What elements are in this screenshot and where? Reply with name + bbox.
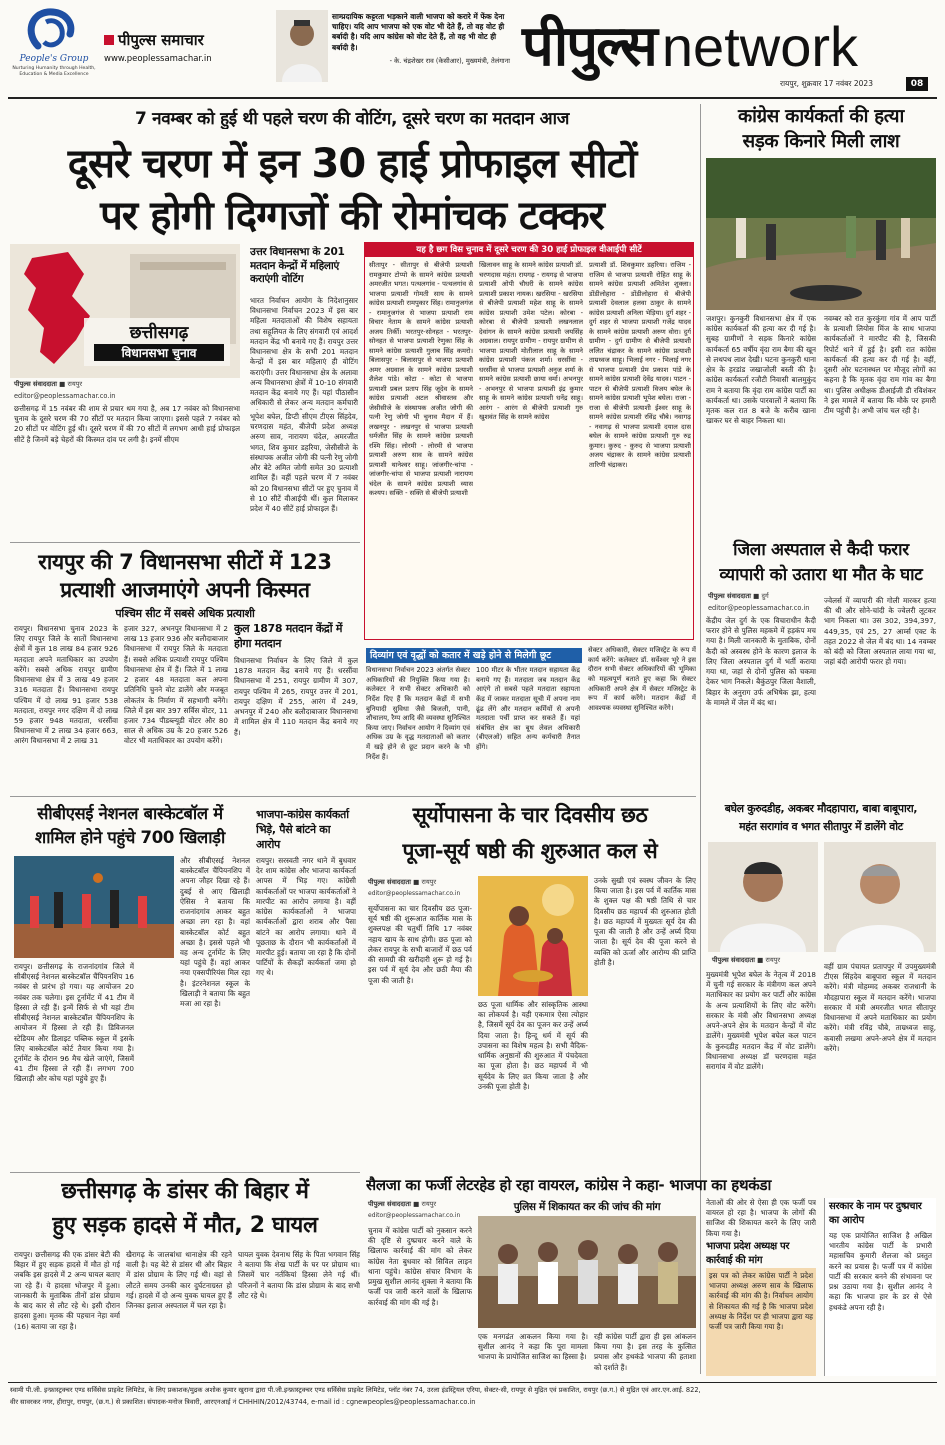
seats-byline-city: रायपुर	[765, 956, 781, 964]
clash-body: रायपुर। सरस्वती नगर थाने में बुधवार देर शाम कांग्रेस और भाजपा कार्यकर्ता आपस में भिड़ गए। कांग्रेसी कार्यकर्ताओं पर भाजपा कार्यकर्ताओं ने मारपीट का आरोप लगाया है। वहीं कांग्रेस कार्यकर्ताओं ने भाजपा कार्यकर्ताओं द्वारा शराब और पैसा बांटने का आरोप लगाया। थाने में पूछताछ के दौरान भी कार्यकर्ताओं में मारपीट हुई। बताया जा रहा है कि दोनों पार्टियों के सैकड़ों कार्यकर्ता जमा हो गए थे।	[256, 856, 356, 978]
lead-byline-city: रायपुर	[67, 380, 83, 388]
hospital-byline-city: दुर्ग	[761, 592, 769, 600]
cg-map-graphic	[10, 244, 240, 378]
dancer-headline-line1: छत्तीसगढ़ के डांसर की बिहार में	[61, 1179, 309, 1204]
letterhead-byline-name: पीपुल्स संवाददाता	[368, 1200, 412, 1208]
vip-col-1: सीतापुर - सीतापुर से बीजेपी प्रत्याशी रामकुमार टोप्पो के सामने कांग्रेस प्रत्याशी अमरजीत भगत। पत्थलगांव - पत्थलगांव से भाजपा प्रत्याशी गोमती साय के सामने कांग्रेस प्रत्याशी रामपुकार सिंह। रामानुजगंज - रामानुजगंज से भाजपा प्रत्याशी राम विचार नेताम के सामने कांग्रेस प्रत्याशी अजय तिर्की। भरतपुर-सोनहत - भरतपुर-सोनहत से भाजपा प्रत्याशी रेणुका सिंह के सामने कांग्रेस प्रत्याशी गुलाब सिंह कमरो। बिलासपुर - बिलासपुर से भाजपा प्रत्याशी अमर अग्रवाल के सामने कांग्रेस प्रत्याशी शैलेश पांडे। कोटा - कोटा से भाजपा प्रत्याशी प्रबल प्रताप सिंह जूदेव के सामने कांग्रेस प्रत्याशी अटल श्रीवास्तव और जेसीसीजे के संस्थापक अजीत जोगी की पत्नी रेणु जोगी भी चुनाव मैदान में हैं। लखनपुर - लखनपुर से भाजपा प्रत्याशी धर्मजीत सिंह के सामने कांग्रेस प्रत्याशी रश्मि सिंह। लोरमी - लोरमी से भाजपा प्रत्याशी अरुण साव के सामने कांग्रेस प्रत्याशी थानेश्वर साहू। जांजगीर-चांपा - जांजगीर-चांपा से भाजपा प्रत्याशी नारायण चंदेल के सामने कांग्रेस प्रत्याशी व्यास कश्यप। सक्ति - सक्ति से बीजेपी प्रत्याशी	[369, 261, 473, 498]
murder-headline-line2: सड़क किनारे मिली लाश	[742, 131, 900, 152]
divyang-body-1: विधानसभा निर्वाचन 2023 अंतर्गत सेक्टर अधिकारियों की नियुक्ति किया गया है। कलेक्टर ने सभी सेक्टर अधिकारी को निर्देश दिए हैं कि मतदान केंद्रों में सभी बुनियादी सुविधा जैसे बिजली, पानी, शौचालय, रैम्प आदि की व्यवस्था सुनिश्चित किया जाए। निर्वाचन आयोग ने दिव्यांग एवं अधिक उम्र के वृद्ध मतदाताओं को कतार में खड़े होने से छूट प्रदान करने के भी निर्देश हैं।	[366, 666, 470, 761]
raipur-box-headline: कुल 1878 मतदान केंद्रों में होगा मतदान	[234, 622, 343, 650]
dancer-top-rule	[10, 1172, 360, 1173]
bjp-case-body: इस पत्र को लेकर कांग्रेस पार्टी ने प्रदेश भाजपा अध्यक्ष अरुण साव के खिलाफ कार्रवाई की मांग की है। निर्वाचन आयोग से शिकायत की गई है कि भाजपा प्रदेश अध्यक्ष के निर्देश पर ही भाजपा द्वारा यह फर्जी पत्र जारी किया गया है।	[709, 1271, 813, 1332]
seats-body-right: वहीं ग्राम पंचायत प्रतापपुर में उपमुख्यमंत्री टीएस सिंहदेव बाबूपारा स्कूल में मतदान करेंगे। मंत्री मोहम्मद अकबर राजधानी के मौदहापारा स्कूल में मतदान करेंगे। भाजपा सरकार में मंत्री अमरजीत भगत सीतापुर विधानसभा में अपने मताधिकार का प्रयोग करेंगे। मंत्री रविंद्र चौबे, ताम्रध्वज साहू, कवासी लखमा अपने-अपने क्षेत्र में मतदान करेंगे।	[824, 962, 936, 1053]
paper-logo	[104, 30, 264, 70]
chhath-headline-line2: पूजा-सूर्य षष्ठी की शुरुआत कल से	[402, 839, 658, 863]
brand-logo	[522, 8, 937, 78]
quote-author: - के. चंद्रशेखर राव (केसीआर), मुख्यमंत्री, तेलंगाना	[389, 56, 510, 65]
chhath-photo	[478, 876, 588, 996]
divyang-headline: दिव्यांग एवं वृद्धों को कतार में खड़े होने से मिलेगी छूट	[366, 648, 582, 663]
hospital-body-left: केंद्रीय जेल दुर्ग के एक विचाराधीन कैदी फरार होने से पुलिस महकमे में हड़कंप मच गया है। मिली जानकारी के मुताबिक, दोनों कैदी को अस्वस्थ होने के कारण इलाज के लिए जिला अस्पताल दुर्ग में भर्ती कराया गया था, जहां से दोनों पुलिस को चकमा देकर भाग निकले। बैकुंठपुर जिला वैशाली, बिहार के अनुराग उर्फ अभिषेक झा, हत्या के मामले में जेल में बंद था।	[706, 616, 816, 707]
chhath-byline-city: रायपुर	[421, 878, 437, 886]
vip-box	[364, 242, 694, 640]
footer-imprint-2: वीर सावरकर नगर, हीरापुर, रायपुर, (छ.ग.) से प्रकाशित। संपादक-मनोज त्रिवारी, आरएनआई नं CHHHIN/2012/43744, e-mail id : cgnewpeoples@peoplessamachar.co.in	[10, 1398, 476, 1406]
women-booths-headline: उत्तर विधानसभा के 201 मतदान केन्द्रों में महिलाएं कराएंगी वोटिंग	[250, 246, 345, 286]
bjp-case-intro: नेताओं की ओर से ऐसा ही एक फर्जी पत्र वायरल हो रहा है। भाजपा के लोगों की साजिश की शिकायत करने के लिए जारी किया गया है।	[706, 1198, 816, 1238]
dancer-body-3: घायल युवक देवनाथ सिंह के पिता भगवान सिंह ने बताया कि शेख पार्टी के घर पर प्रोग्राम था। जिसमें चार नर्तकियां हिस्सा लेने गई थीं। परिजनों ने बताया कि डांस प्रोग्राम के बाद सभी लौट रहे थे।	[238, 1250, 360, 1300]
women-booths-body: भारत निर्वाचन आयोग के निदेशानुसार विधानसभा निर्वाचन 2023 में इस बार महिला मतदाताओं की विशेष सहायता तथा सहूलियत के लिए संगवारी एवं आदर्श मतदान केंद्र भी बनाये गए हैं। रायपुर उत्तर विधानसभा क्षेत्र के सभी 201 मतदान केन्द्रों में इस बार महिलाएं ही वोटिंग कराएंगी। उत्तर विधानसभा क्षेत्र के अलावा अन्य विधानसभा क्षेत्रों में 10-10 संगवारी मतदान केंद्र बनाये गए हैं। यहां पीठासीन अधिकारी से लेकर अन्य मतदान कर्मचारी	[250, 296, 358, 408]
lead-byline-name: पीपुल्स संवाददाता	[14, 380, 58, 388]
hospital-email[interactable]: editor@peoplessamachar.co.in	[708, 604, 810, 612]
bjp-case-headline: भाजपा प्रदेश अध्यक्ष पर कार्रवाई की मांग	[706, 1241, 790, 1266]
govt-name-box	[824, 1198, 936, 1376]
basketball-body-1: रायपुर। छत्तीसगढ़ के राजनांदगांव जिले में सीबीएसई नेशनल बास्केटबॉल चैंपियनशिप 16 नवंबर से प्रारंभ हो गया। यह आयोजन 20 नवंबर तक चलेगा। इस टूर्नामेंट में 41 टीम में हिस्सा ले रही हैं। इन्में सिर्फ से भी यहां टीम सीबीएसई नेशनल बास्केटबॉल चैंपियनशिप के आयोजन में हिस्सा ले रही हैं। डिविजनल स्टेडियम और डिलाइट पब्लिक स्कूल में इसके लिए बास्केटबॉल कोर्ट तैयार किया गया है। टूर्नामेंट के दौरान 96 मैच खेले जाएंगे, जिसमें 41 टीम हिस्सा ले रही हैं। लगभग 700 खिलाड़ी और कोच यहां पहुंचे हुए हैं।	[14, 962, 134, 1084]
lead-byline: पीपुल्स संवाददाता ■ रायपुर	[14, 380, 83, 388]
hospital-byline: पीपुल्स संवाददाता ■ दुर्ग	[708, 592, 769, 600]
divyang-body-2: 100 मीटर के भीतर मतदान सहायता केंद्र बनाये गए हैं। मतदाता जब मतदान केंद्र आएंगे तो सबसे पहले मतदाता सहायता केंद्र में जाकर मतदाता सूची में अपना नाम ढूंढ लेंगे और मतदान कर्मियों से अपनी मतदाता पर्ची प्राप्त कर सकते हैं। यहां संबंधित क्षेत्र का बूथ लेवल अधिकारी (बीएलओ) सहित अन्य कर्मचारी तैनात होंगे।	[476, 666, 580, 752]
clash-headline: भाजपा-कांग्रेस कार्यकर्ता भिड़े, पैसे बांटने का आरोप	[256, 808, 349, 851]
vip-col-3: प्रत्याशी डॉ. शिवकुमार डहरिया। राजिम - राजिम से भाजपा प्रत्याशी रोहित साहू के सामने कांग्रेस प्रत्याशी अमितेश शुक्ला। डोंडीलोहारा - डोंडीलोहारा से बीजेपी प्रत्याशी देवलाल हलवा ठाकुर के सामने कांग्रेस प्रत्याशी अनिला भेड़िया। दुर्ग शहर - दुर्ग शहर से भाजपा प्रत्याशी गजेंद्र यादव के सामने कांग्रेस प्रत्याशी अरुण वोरा। दुर्ग ग्रामीण - दुर्ग ग्रामीण से बीजेपी प्रत्याशी ललित चंद्राकर के सामने कांग्रेस प्रत्याशी ताम्रध्वज साहू। भिलाई नगर - भिलाई नगर से भाजपा प्रत्याशी प्रेम प्रकाश पांडे के सामने कांग्रेस प्रत्याशी देवेंद्र यादव। पाटन - पाटन से बीजेपी प्रत्याशी विजय बघेल के सामने कांग्रेस प्रत्याशी भूपेश बघेल। राजा - राजा से बीजेपी प्रत्याशी ईश्वर साहू के सामने कांग्रेस प्रत्याशी रविंद्र चौबे। नवागढ़ - नवागढ़ से भाजपा प्रत्याशी दयाल दास बघेल के सामने कांग्रेस प्रत्याशी गुरु रुद्र कुमार। कुरुद - कुरुद से भाजपा प्रत्याशी अजय चंद्राकर के सामने कांग्रेस प्रत्याशी तारिणी चंद्राकर।	[589, 261, 691, 469]
chhath-byline: पीपुल्स संवाददाता ■ रायपुर	[368, 878, 437, 886]
letterhead-photo	[478, 1216, 696, 1328]
divyang-body-3: सेक्टर अधिकारी, सेक्टर मजिस्ट्रेट के रूप में कार्य करेंगे: कलेक्टर डॉ. सर्वेश्वर भूरे ने इस दौरान सभी सेक्टर अधिकारियों की भूमिका को महत्वपूर्ण बताते हुए कहा कि सेक्टर अधिकारी अपने क्षेत्र में सेक्टर मजिस्ट्रेट के रूप में कार्य करेंगे। मतदान केंद्रों में आवश्यक व्यवस्था सुनिश्चित करेंगे।	[588, 646, 696, 712]
letterhead-headline: सैलजा का फर्जी लेटरहेड हो रहा वायरल, कांग्रेस ने कहा- भाजपा का हथकंडा	[366, 1176, 772, 1194]
lead-email[interactable]: editor@peoplessamachar.co.in	[14, 392, 116, 400]
basketball-headline-line1: सीबीएसई नेशनल बास्केटबॉल में	[37, 804, 223, 823]
women-booths-body2: भूपेश बघेल, डिप्टी सीएम टीएस सिंहदेव, चरणदास महंत, बीजेपी प्रदेश अध्यक्ष अरुण साव, नारायण चंदेल, अमरजीत भगत, शिव कुमार डहरिया, जेसीसीजे के संस्थापक अजीत जोगी की पत्नी रेणु जोगी और बेटे अमित जोगी समेत 30 प्रत्याशी शामिल हैं। वहीं पहले चरण में 7 नवंबर को 20 विधानसभा सीटों पर हुए चुनाव में से 10 सीटें वीआईपी थीं। कुल मिलाकर प्रदेश में 40 सीटें हाई प्रोफाइल हैं।	[250, 412, 358, 513]
hospital-body-right: ज्वेलर्स में व्यापारी की गोली मारकर हत्या की थी और सोने-चांदी के ज्वेलरी लूटकर भाग निकला था। उस 302, 394,397, 449,35, एवं 25, 27 आर्म्स एक्ट के तहत 2022 से जेल में बंद था। 14 नवम्बर को बंदी को जिला अस्पताल लाया गया था, जहां बंदी आरोपी फरार हो गया।	[824, 596, 936, 667]
footer-imprint: स्वामी पी.जी. इन्फ्रास्ट्रक्चर एण्ड सर्विसेस प्राइवेट लिमिटेड, के लिए प्रकाशक/मुद्रक अशोक कुमार खुराना द्वारा पी.जी.इन्फ्रास्ट्रक्चर एण्ड सर्विसेस प्राइवेट लिमिटेड, प्लॉट नंबर 74, उरला इंडस्ट्रियल एरिया, सेक्टर-सी, रायपुर से मुद्रित एवं प्रकाशित, रायपुर (छ.ग.) से मुद्रित एवं आर.एन.आई. 822,	[10, 1386, 701, 1394]
murder-photo	[706, 158, 936, 310]
page-number: 08	[906, 77, 928, 91]
quote-text: साम्प्रदायिक कट्टरता भड़काने वाली भाजपा को करारे में फेंक देना चाहिए। यदि आप भाजपा को एक वोट भी देते हैं, तो वह वोट ही बर्बादी है। यदि आप कांग्रेस को वोट देते हैं, तो वह भी वोट ही बर्बादी है।	[332, 12, 505, 52]
raipur-top-rule	[10, 542, 360, 543]
basketball-body-2: और सीबीएसई नेशनल बास्केटबॉल चैंपियनशिप में अपना जौहर दिखा रहे हैं। दुबई से आए खिलाड़ी ऐसिस ने बताया कि राजनांदगांव आकर बहुत अच्छा लग रहा है। वहां बास्केटबॉल कोर्ट बहुत अच्छा है। इससे पहले भी वह अन्य टूर्नामेंट के लिए यहां पहुंचे हैं। वहां आकर नया एक्सपीरियंस मिल रहा है। इंटरनेशनल स्कूल के खिलाड़ी ने बताया कि बहुत मजा आ रहा है।	[180, 856, 250, 1009]
hospital-headline-line1: जिला अस्पताल से कैदी फरार	[733, 540, 909, 560]
map-subtitle: विधानसभा चुनाव	[94, 344, 224, 361]
brand-network: network	[661, 15, 858, 78]
raipur-body-2: हजार 327, अभनपुर विधानसभा में 2 लाख 13 हजार 936 और बलौदाबाजार विधानसभा में रायपुर जिले के मतदाता हैं। सबसे अधिक प्रत्याशी रायपुर पश्चिम विधानसभा क्षेत्र में हैं। जिले में 1 लाख 2 हजार 48 मतदाता कल अपना प्रतिनिधि चुनने वोट डालेंगे और मजबूत लोकतंत्र के निर्माण में सहभागी बनेंगे। जिले में इस बार 397 सर्विस वोटर, 11 हजार 734 पीडब्ल्यूडी वोटर और 80 साल से अधिक उम्र के 20 हजार 526 वोटर भी मताधिकार का उपयोग करेंगे।	[124, 624, 228, 746]
murder-headline-line1: कांग्रेस कार्यकर्ता की हत्या	[737, 106, 905, 127]
dancer-body-1: रायपुर। छत्तीसगढ़ की एक डांसर बेटी की बिहार में हुए सड़क हादसे में मौत हो गई जबकि इस हादसे में 2 अन्य घायल बताए जा रहे हैं। ये हादसा भोजपुर में हुआ। जानकारी के मुताबिक तीनों डांस प्रोग्राम के बाद कार से लौट रहे थे। इसी दौरान हादसा हुआ। मृतक की पहचान नेहा वर्मा (16) बताया जा रहा है।	[14, 1250, 120, 1331]
letterhead-byline-city: रायपुर	[421, 1200, 437, 1208]
basketball-top-rule	[10, 796, 696, 797]
peoples-group-logo-icon	[24, 8, 84, 52]
letterhead-body-3: रही कांग्रेस पार्टी द्वारा ही इस आंकलन किया गया है। इस तरह के कुत्सित प्रयास और हथकंडे भाजपा की हताशा को दर्शाते हैं।	[594, 1332, 696, 1372]
hospital-headline-line2: व्यापारी को उतारा था मौत के घाट	[719, 565, 923, 585]
seats-headline-line2: महंत सरागांव व भगत सीतापुर में डालेंगे वोट	[739, 820, 903, 833]
masthead-rule	[8, 97, 937, 99]
hospital-byline-name: पीपुल्स संवाददाता	[708, 592, 752, 600]
lead-headline-line2: पर होगी दिग्गजों की रोमांचक टक्कर	[100, 193, 604, 239]
baghel-photo	[708, 842, 818, 952]
seats-headline-line1: बघेल कुरुदडीह, अकबर मौदहापारा, बाबा बाबूपारा,	[724, 802, 918, 815]
murder-body-right: नवम्बर को रात कुरकुंगा गांव में आप पार्टी के प्रत्याशी लियोस मिंज के साथ भाजपा कार्यकर्ताओं ने मारपीट की है, जिसकी रिपोर्ट थाने में हुई है। इसी रात कांग्रेस कार्यकर्ता की हत्या कर दी गई है। वहीं, दूसरी ओर घटनास्थल पर मौजूद लोगों का कहना है कि मृतक वृंदा राम गांव का बैगा था। पुलिस अधीक्षक डीआईजी डी रविशंकर ने इस मामले में बताया कि मौके पर हमारी टीम पहुंची है। अभी जांच चल रही है।	[824, 314, 936, 415]
letterhead-byline: पीपुल्स संवाददाता ■ रायपुर	[368, 1200, 437, 1208]
kcr-photo	[276, 10, 328, 82]
dancer-body-2: खैरागढ़ के जालबांधा थानाक्षेत्र की रहने वाली है। यह बेटे से डांसर थी और बिहार में डांस प्रोग्राम के लिए गई थी। वहां से लौटते समय उनकी कार दुर्घटनाग्रस्त हो गई। हादसे में दो अन्य युवक घायल हुए हैं जिनका इलाज अस्पताल में चल रहा है।	[126, 1250, 232, 1311]
govt-name-body: यह एक प्रायोजित साजिश है अखिल भारतीय कांग्रेस पार्टी के प्रभारी महासचिव कुमारी शैलजा को प्रस्तुत करने का प्रयास है। फर्जी पत्र में कांग्रेस पार्टी की सरकार बनने की संभावना पर प्रश्न उठाया गया है। सुशील आनंद ने कहा कि भाजपा हार के डर से ऐसे हथकंडे अपना रही है।	[829, 1231, 932, 1312]
raipur-body-1: रायपुर। विधानसभा चुनाव 2023 के लिए रायपुर जिले के सातों विधानसभा क्षेत्रों में कुल 18 लाख 84 हजार 926 मतदाता अपने मताधिकार का उपयोग करेंगे। सबसे अधिक रायपुर ग्रामीण विधानसभा क्षेत्र में 3 लाख 49 हजार 316 मतदाता हैं। विधानसभा रायपुर पश्चिम में दो लाख 91 हजार 538 मतदाता, रायपुर नगर दक्षिण में दो लाख 59 हजार 948 मतदाता, धरसींवा विधानसभा में 2 लाख 34 हजार 663, आरंग विधानसभा में 2 लाख 31	[14, 624, 118, 746]
paper-logo-box	[104, 35, 114, 45]
letterhead-subhead: पुलिस में शिकायत कर की जांच की मांग	[513, 1201, 661, 1213]
quote-box	[332, 12, 510, 84]
chhath-byline-name: पीपुल्स संवाददाता	[368, 878, 412, 886]
singhdeo-photo	[824, 842, 936, 952]
raipur-body-3: विधानसभा निर्वाचन के लिए जिले में कुल 1878 मतदान केंद्र बनाये गए हैं। धरसींवा विधानसभा में 251, रायपुर ग्रामीण में 307, रायपुर पश्चिम में 265, रायपुर उत्तर में 201, रायपुर दक्षिण में 255, आरंग में 249, अभनपुर में 240 और बलौदाबाजार विधानसभा में शामिल क्षेत्र में 110 मतदान केंद्र बनाये गए हैं।	[234, 656, 358, 737]
chhath-body-2: छठ पूजा धार्मिक और सांस्कृतिक आस्था का लोकपर्व है। यही एकमात्र ऐसा त्योहार है, जिसमें सूर्य देव का पूजन कर उन्हें अर्घ्य दिया जाता है। हिन्दू धर्म में सूर्य की उपासना का विशेष महत्व है। सभी वैदिक-धार्मिक अनुष्ठानों की शुरुआत में पंचदेवता का पूजा होता है। छठ महापर्व में भी सूर्यदेव के लिए व्रत किया जाता है और उनकी पूजा होती है।	[478, 1000, 588, 1091]
seats-body-left: मुख्यमंत्री भूपेश बघेल के नेतृत्व में 2018 में चुनी गई सरकार के मंत्रीगण कल अपने मताधिकार का प्रयोग कर पार्टी और कांग्रेस के अन्य प्रत्याशियों के लिए वोट करेंगे। सरकार के मंत्री और विधानसभा अध्यक्ष अपने-अपने क्षेत्र के मतदान केन्द्रों में वोट डालेंगे। मुख्यमंत्री भूपेश बघेल कल पाटन के कुरुदडीह मतदान केंद्र में वोट डालेंगे। विधानसभा अध्यक्ष डॉ चरणदास महंत सरागांव में वोट डालेंगे।	[706, 970, 816, 1071]
letterhead-body-1: चुनाव में कांग्रेस पार्टी को नुकसान करने की दृष्टि से दुष्प्रचार करने वाले के खिलाफ कार्रवाई की मांग को लेकर कांग्रेस नेता बुधवार को सिविल लाइन थाना पहुंचे। कांग्रेस संचार विभाग के प्रमुख सुशील आनंद शुक्ला ने बताया कि फर्जी पत्र जारी करने वालों के खिलाफ कार्रवाई की मांग की गई है।	[368, 1226, 472, 1307]
group-logo	[8, 8, 100, 108]
lead-headline-line1: दूसरे चरण में इन 30 हाई प्रोफाइल सीटों	[67, 141, 637, 187]
letterhead-email[interactable]: editor@peoplessamachar.co.in	[368, 1212, 461, 1219]
divyang-box	[366, 648, 696, 788]
chhath-body-1: सूर्योपासना का चार दिवसीय छठ पूजा-सूर्य षष्ठी की शुरूआत कार्तिक मास के शुक्लपक्ष की चतुर्थी तिथि 17 नवंबर नहाय खाय के साथ होगी। छठ पूजा को लेकर रायपुर के सभी बाजारों में छठ पर्व की सामग्री की खरीदारी शुरू हो गई है। इस पर्व में सूर्य देव और छठी मैया की पूजा की जाती है।	[368, 904, 472, 985]
vip-col-2: खिलावन साहू के सामने कांग्रेस प्रत्याशी डॉ. चरणदास महंत। रायगढ़ - रायगढ़ से भाजपा प्रत्याशी ओपी चौधरी के सामने कांग्रेस प्रत्याशी प्रकाश नायक। खरसिया - खरसिया से बीजेपी प्रत्याशी महेश साहू के सामने कांग्रेस प्रत्याशी उमेश पटेल। कोरबा - कोरबा से बीजेपी प्रत्याशी लखनलाल देवांगन के सामने कांग्रेस प्रत्याशी जयसिंह अग्रवाल। रायपुर ग्रामीण - रायपुर ग्रामीण से भाजपा प्रत्याशी मोतीलाल साहू के सामने कांग्रेस प्रत्याशी पंकज शर्मा। धरसींवा - धरसींवा से भाजपा प्रत्याशी अनुज शर्मा के सामने कांग्रेस प्रत्याशी छाया वर्मा। अभनपुर - अभनपुर से भाजपा प्रत्याशी इंद्र कुमार साहू के सामने कांग्रेस प्रत्याशी धनेंद्र साहू। आरंग - आरंग से बीजेपी प्रत्याशी गुरु खुशवंत सिंह के सामने कांग्रेस	[479, 261, 583, 422]
lead-body: छत्तीसगढ़ में 15 नवंबर की शाम से प्रचार थम गया है, अब 17 नवंबर को विधानसभा चुनाव के दूसरे चरण की 70 सीटों पर मतदान किया जाएगा। इससे पहले 7 नवंबर को 20 सीटों पर वोटिंग हुई थी। दूसरे चरण में की 70 सीटों में लगभग आधी हाई प्रोफाइल सीटें है जिनमें बड़े चेहरों की किस्मत दांव पर लगी है। इनमें सीएम	[14, 404, 240, 444]
group-tagline: Nurturing Humanity through Health, Education & Media Excellence	[12, 66, 96, 77]
murder-body-left: जशपुर। कुनकुरी विधानसभा क्षेत्र में एक कांग्रेस कार्यकर्ता की हत्या कर दी गई है। सुबह ग्रामीणों ने सड़क किनारे कांग्रेस कार्यकर्ता 65 वर्षीय वृंदा राम बैगा की खून से लथपथ लाश देखी। घटना कुनकुरी थाना क्षेत्र के हरडांड जखाजोली बस्ती की है। कांग्रेस कार्यकर्ता रजौटी निवासी बालमुकुंद राम ने बताया कि वृंदा राम कांग्रेस पार्टी का कार्यकर्ता था। उसके पारवालों ने बताया कि मृतक कल रात 8 बजे के करीब खाना खाकर घर से बाहर निकला था।	[706, 314, 816, 426]
brand-main: पीपुल्स	[522, 14, 656, 79]
basketball-headline-line2: शामिल होने पहुंचे 700 खिलाड़ी	[35, 828, 225, 847]
bjp-case-box	[706, 1268, 816, 1376]
seats-byline-name: पीपुल्स संवाददाता	[712, 956, 756, 964]
basketball-photo	[14, 856, 174, 958]
paper-website[interactable]: www.peoplessamachar.in	[104, 54, 212, 64]
footer-rule	[8, 1382, 937, 1383]
dateline: रायपुर, शुक्रवार 17 नवंबर 2023	[780, 79, 873, 88]
vip-box-title: यह है छग विस चुनाव में दूसरे चरण की 30 हाई प्रोफाइल वीआईपी सीटें	[365, 243, 693, 257]
raipur-headline-line1: रायपुर की 7 विधानसभा सीटों में 123	[38, 550, 332, 574]
seats-byline: पीपुल्स संवाददाता ■ रायपुर	[712, 956, 781, 964]
group-name: People's Group	[19, 54, 89, 64]
chhath-headline-line1: सूर्योपासना के चार दिवसीय छठ	[412, 803, 648, 827]
paper-name: पीपुल्स समाचार	[118, 31, 204, 49]
dancer-headline-line2: हुए सड़क हादसे में मौत, 2 घायल	[52, 1213, 318, 1238]
letterhead-body-2: एक मनगढंत आकलन किया गया है। सुशील आनंद ने कहा कि पूरा मामला भाजपा के प्रायोजित साजिश का हिस्सा है।	[478, 1332, 588, 1362]
govt-name-headline: सरकार के नाम पर दुष्प्रचार का आरोप	[829, 1201, 922, 1226]
chhath-body-3: उनके सुखी एवं स्वस्थ जीवन के लिए किया जाता है। इस पर्व में कार्तिक मास के शुक्ल पक्ष की षष्ठी तिथि से चार दिवसीय छठ महापर्व की शुरुआत होती है। छठ महापर्व में मुख्यतः सूर्य देव की पूजा की जाती है और उन्हें अर्घ्य दिया जाता है। सूर्य देव की पूजा करने से व्यक्ति को ऊर्जा और आरोग्य की प्राप्ति होती है।	[594, 876, 696, 967]
map-title: छत्तीसगढ़	[129, 323, 189, 343]
raipur-headline-line2: प्रत्याशी आजमाएंगे अपनी किस्मत	[60, 578, 310, 602]
raipur-subhead: पश्चिम सीट में सबसे अधिक प्रत्याशी	[115, 607, 255, 620]
lead-kicker: 7 नवम्बर को हुई थी पहले चरण की वोटिंग, दूसरे चरण का मतदान आज	[134, 109, 570, 129]
chhath-email[interactable]: editor@peoplessamachar.co.in	[368, 890, 461, 897]
